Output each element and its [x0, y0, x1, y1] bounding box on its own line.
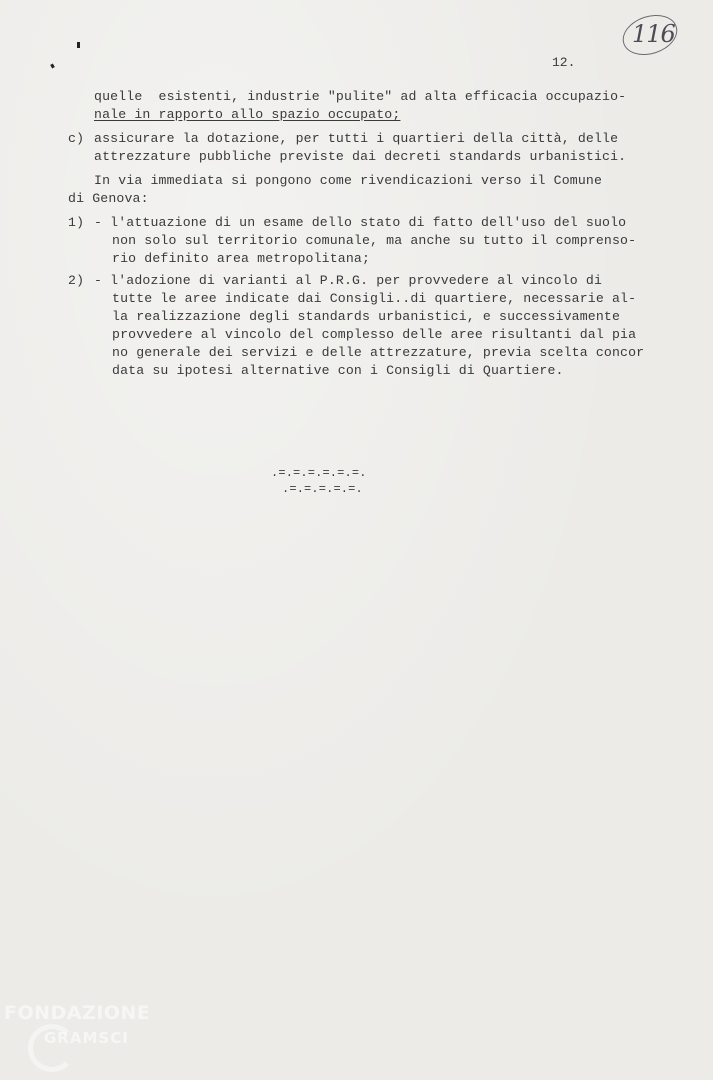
list-marker-1: 1)	[68, 215, 85, 230]
list-marker-c: c)	[68, 131, 85, 146]
text-line: data su ipotesi alternative con i Consigli di Quartiere.	[112, 363, 564, 378]
text-line	[94, 106, 400, 124]
list-marker-2: 2)	[68, 273, 85, 288]
text-line: - l'attuazione di un esame dello stato di fatto dell'uso del suolo	[94, 215, 627, 230]
hole-punch-mark	[77, 42, 80, 48]
archive-stamp	[622, 12, 678, 56]
text-line: rio definito area metropolitana;	[112, 251, 371, 266]
text-line: - l'adozione di varianti al P.R.G. per provvedere al vincolo di	[94, 273, 603, 288]
text-line: attrezzature pubbliche previste dai decreti standards urbanistici.	[94, 149, 627, 164]
watermark-logo	[4, 1002, 184, 1076]
text-line: In via immediata si pongono come rivendicazioni verso il Comune	[94, 173, 603, 188]
text-line: la realizzazione degli standards urbanistici, e successivamente	[112, 309, 621, 324]
section-divider: .=.=.=.=.=.	[282, 482, 363, 496]
watermark-line1: FONDAZIONE	[4, 1002, 151, 1024]
underlined-text: nale in rapporto allo spazio occupato;	[94, 107, 401, 122]
archive-stamp-number: 116	[632, 20, 675, 48]
text-line: non solo sul territorio comunale, ma anche su tutto il comprenso-	[112, 233, 637, 248]
text-line: quelle esistenti, industrie "pulite" ad alta efficacia occupazio-	[94, 89, 627, 104]
text-line: tutte le aree indicate dai Consigli..di quartiere, necessarie al-	[112, 291, 637, 306]
text-line: di Genova:	[68, 191, 149, 206]
watermark-line2: GRAMSCI	[44, 1029, 129, 1047]
text-line: assicurare la dotazione, per tutti i quartieri della città, delle	[94, 131, 619, 146]
text-line: no generale dei servizi e delle attrezzature, previa scelta concor	[112, 345, 645, 360]
page-number: 12.	[552, 55, 576, 70]
text-line: provvedere al vincolo del complesso delle aree risultanti dal pia	[112, 327, 637, 342]
hole-punch-mark	[50, 64, 55, 69]
section-divider: .=.=.=.=.=.=.	[271, 466, 367, 480]
